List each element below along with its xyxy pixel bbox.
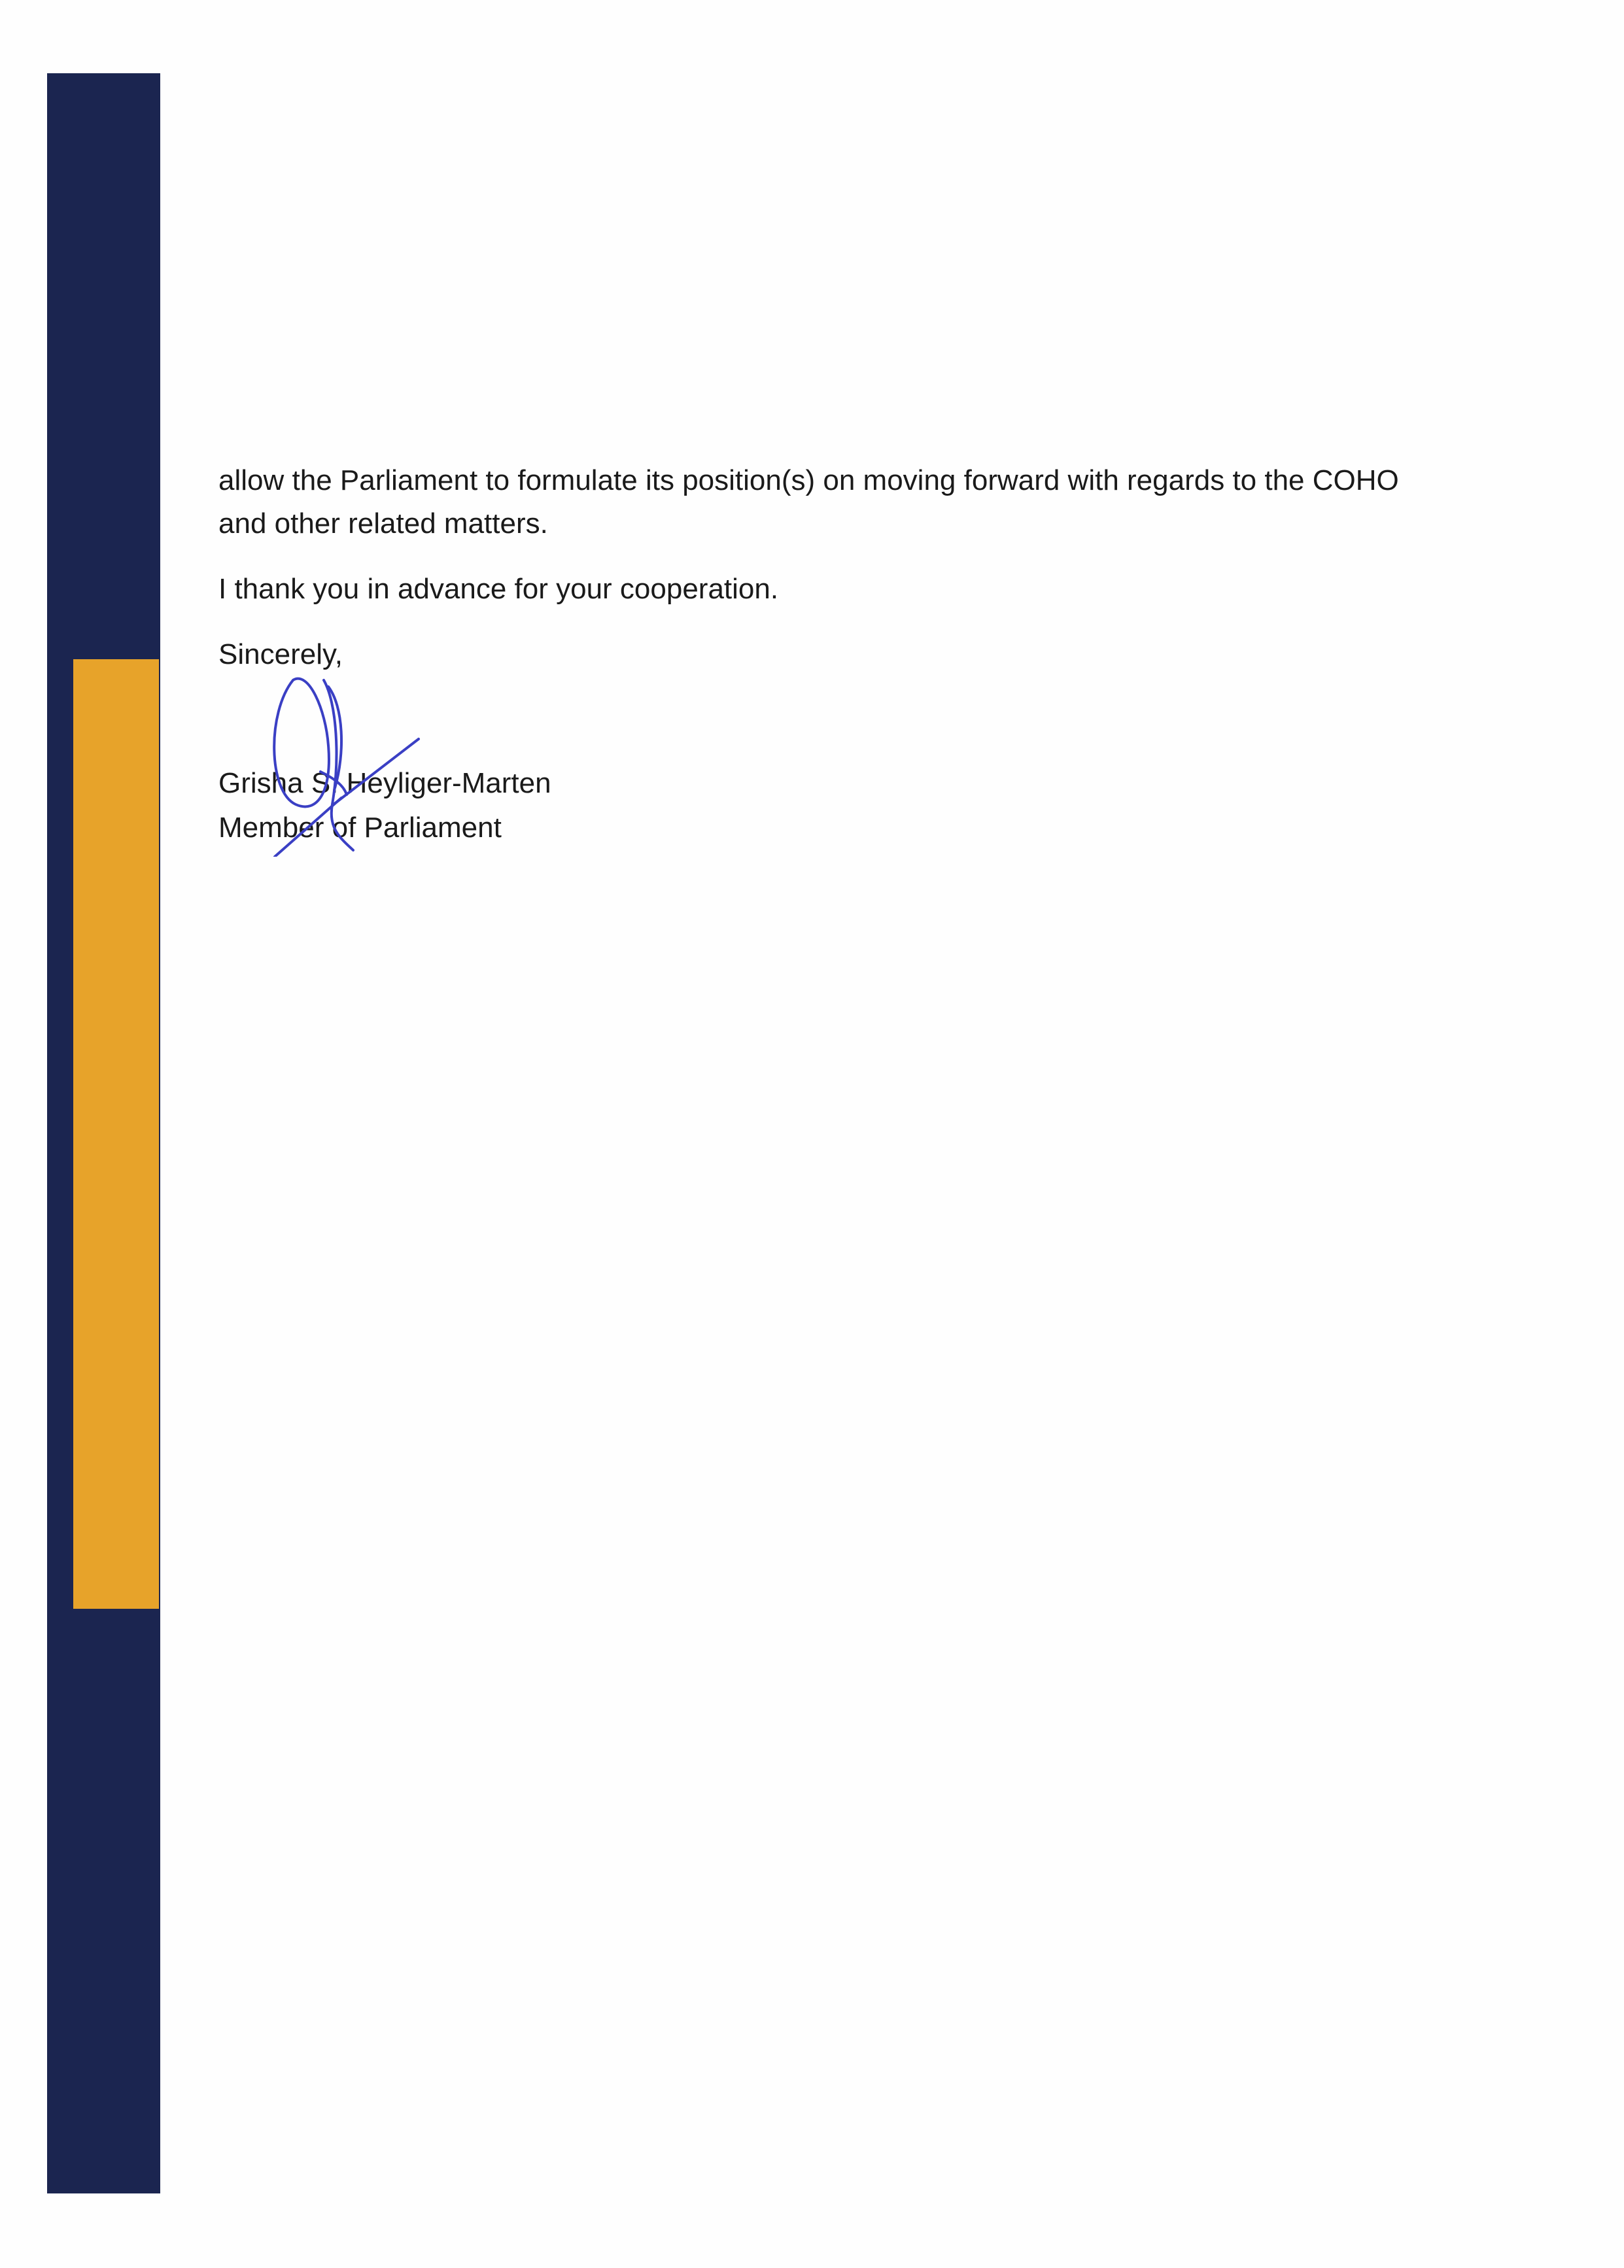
closing-salutation: Sincerely, (218, 638, 343, 670)
letter-body (218, 459, 1527, 850)
decorative-gold-side-bar (73, 659, 159, 1609)
paragraph-line-1: allow the Parliament to formulate its position(s) on moving forward with regards to the COHO (218, 464, 1399, 496)
signatory-name: Grisha S. Heyliger-Marten (218, 767, 551, 799)
paragraph-line-2: and other related matters. (218, 507, 548, 540)
thank-you-paragraph: I thank you in advance for your cooperation. (218, 573, 779, 605)
closing-paragraph (218, 459, 1527, 545)
signature-block (218, 761, 1527, 850)
signatory-title: Member of Parliament (218, 812, 502, 844)
